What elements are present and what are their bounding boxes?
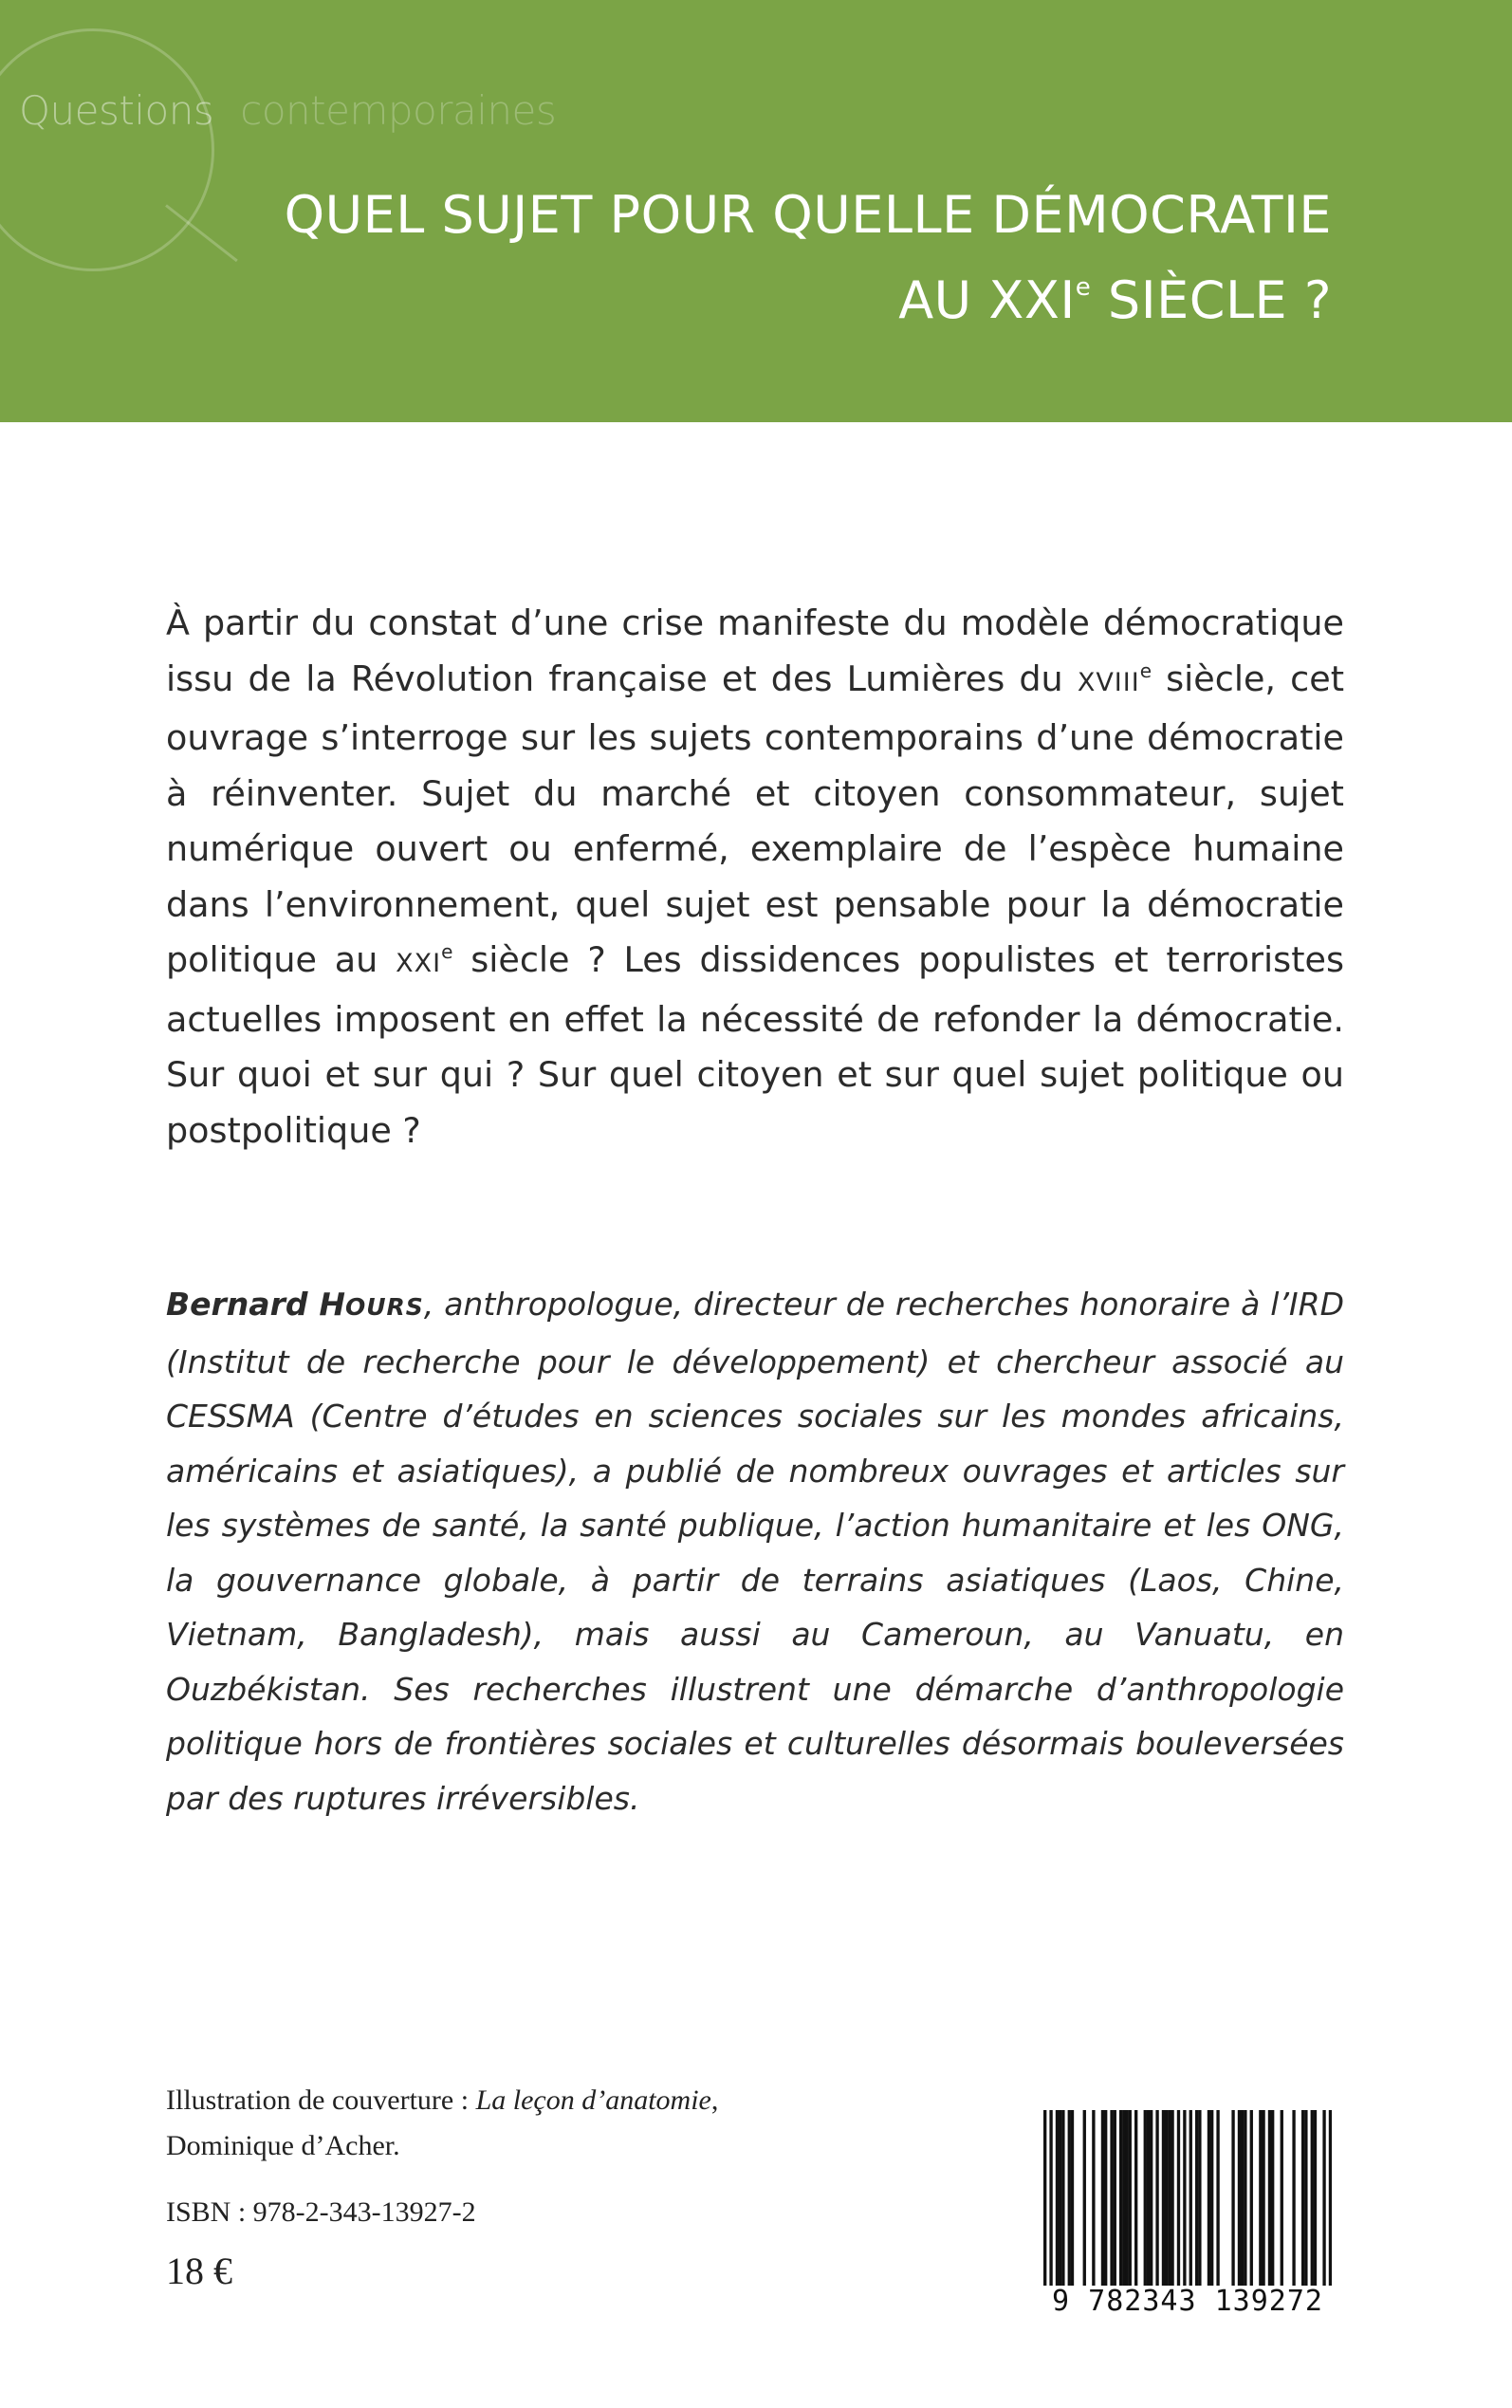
barcode-bar: [1162, 2110, 1165, 2286]
credit-label: Illustration de couverture :: [166, 2084, 476, 2116]
barcode-bar: [1311, 2110, 1314, 2286]
barcode-bar: [1241, 2110, 1244, 2286]
author-name-first: Bernard H: [166, 1286, 345, 1323]
credit-line-1: [166, 2078, 718, 2123]
barcode-bar: [1168, 2110, 1171, 2286]
barcode-bar: [1092, 2110, 1095, 2286]
barcode-bar: [1071, 2110, 1074, 2286]
barcode-bar: [1049, 2110, 1052, 2286]
title-line-2-suffix: SIÈCLE ?: [1091, 270, 1332, 330]
barcode-digits: 9 782343 139272: [1052, 2285, 1323, 2318]
barcode-bar: [1110, 2110, 1113, 2286]
barcode-bar: [1268, 2110, 1271, 2286]
book-summary: [166, 596, 1344, 1158]
isbn: ISBN : 978-2-343-13927-2: [166, 2196, 476, 2228]
barcode: [1036, 2104, 1339, 2365]
header-band: [0, 0, 1512, 422]
credit-separator: ,: [710, 2084, 719, 2116]
barcode-bar: [1262, 2110, 1264, 2286]
barcode-bar: [1195, 2110, 1198, 2286]
title-line-2-prefix: AU XXI: [898, 270, 1076, 330]
title-superscript: e: [1075, 273, 1092, 302]
barcode-bar: [1165, 2110, 1168, 2286]
author-name: [166, 1286, 424, 1323]
barcode-bar: [1238, 2110, 1241, 2286]
barcode-bar: [1125, 2110, 1128, 2286]
barcode-bar: [1329, 2110, 1332, 2286]
barcode-bar: [1114, 2110, 1116, 2286]
barcode-bar: [1183, 2110, 1186, 2286]
series-name: [19, 87, 556, 134]
barcode-bar: [1061, 2110, 1064, 2286]
barcode-bar: [1083, 2110, 1086, 2286]
barcode-bar: [1043, 2110, 1046, 2286]
cover-credit: [166, 2078, 718, 2169]
series-word-2: contemporaines: [240, 87, 557, 134]
barcode-bar: [1059, 2110, 1061, 2286]
barcode-bar: [1122, 2110, 1125, 2286]
barcode-bar: [1101, 2110, 1104, 2286]
summary-part-1: À partir du constat d’une crise manifeste du modèle démocratique issu de la Révolution française et des Lumières du: [166, 602, 1344, 699]
book-title: [285, 173, 1332, 343]
summary-part-2: siècle, cet ouvrage s’interroge sur les sujets contemporains d’une démocratie à réinventer. Sujet du marché et citoyen consommateur, sujet numérique ouvert ou enfermé, exemplaire de l’espèce humaine dans l’environnement, quel sujet est pensable pour la démocratie politique au: [166, 658, 1345, 980]
century-21: XXI: [396, 949, 442, 978]
title-line-2: [285, 258, 1332, 343]
barcode-bar: [1304, 2110, 1307, 2286]
title-line-1: QUEL SUJET POUR QUELLE DÉMOCRATIE: [284, 185, 1332, 245]
barcode-bar: [1292, 2110, 1295, 2286]
barcode-bar: [1147, 2110, 1150, 2286]
q-watermark-icon: [0, 28, 214, 271]
barcode-bar: [1208, 2110, 1210, 2286]
barcode-bar: [1314, 2110, 1317, 2286]
barcode-bar: [1250, 2110, 1253, 2286]
barcode-bar: [1150, 2110, 1152, 2286]
barcode-bar: [1177, 2110, 1180, 2286]
barcode-bar: [1271, 2110, 1274, 2286]
barcode-bar: [1134, 2110, 1137, 2286]
century-18-sup: e: [1139, 658, 1152, 682]
barcode-bar: [1104, 2110, 1107, 2286]
barcode-bar: [1322, 2110, 1325, 2286]
barcode-bars: [1043, 2110, 1332, 2286]
barcode-bar: [1068, 2110, 1071, 2286]
series-word-1: Questions: [19, 87, 214, 134]
credit-work: La leçon d’anatomie: [475, 2084, 711, 2116]
author-bio: [166, 1277, 1344, 1825]
barcode-bar: [1129, 2110, 1132, 2286]
summary-part-3: siècle ? Les dissidences populistes et terroristes actuelles imposent en effet la nécessité de refonder la démocratie. Sur quoi et sur qui ? Sur quel citoyen et sur quel sujet politique ou postpolitique ?: [166, 939, 1344, 1151]
author-name-rest: OURS: [345, 1293, 424, 1321]
author-bio-text: , anthropologue, directeur de recherches honoraire à l’IRD (Institut de recherche pour le développement) et chercheur associé au CESSMA (Centre d’études en sciences sociales sur les mondes africains, américains et asiatiques), a publié de nombreux ouvrages et articles sur les systèmes de santé, la santé publique, l’action humanitaire et les ONG, la gouvernance globale, à partir de terrains asiatiques (Laos, Chine, Vietnam, Bangladesh), mais aussi au Cameroun, au Vanuatu, en Ouzbékistan. Ses recherches illustrent une démarche d’anthropologie politique hors de frontières sociales et culturelles désormais bouleversées par des ruptures irréversibles.: [166, 1286, 1345, 1817]
century-18: XVIII: [1077, 667, 1140, 697]
barcode-bar: [1198, 2110, 1201, 2286]
century-21-sup: e: [441, 940, 453, 963]
barcode-bar: [1210, 2110, 1213, 2286]
barcode-bar: [1244, 2110, 1246, 2286]
barcode-bar: [1259, 2110, 1262, 2286]
barcode-bar: [1231, 2110, 1234, 2286]
barcode-bar: [1216, 2110, 1219, 2286]
barcode-bar: [1189, 2110, 1192, 2286]
barcode-bar: [1144, 2110, 1147, 2286]
barcode-bar: [1056, 2110, 1059, 2286]
price: 18 €: [166, 2250, 232, 2292]
barcode-bar: [1119, 2110, 1122, 2286]
barcode-bar: [1155, 2110, 1158, 2286]
barcode-bar: [1171, 2110, 1173, 2286]
barcode-bar: [1301, 2110, 1304, 2286]
credit-artist: Dominique d’Acher.: [166, 2130, 400, 2161]
barcode-bar: [1281, 2110, 1283, 2286]
